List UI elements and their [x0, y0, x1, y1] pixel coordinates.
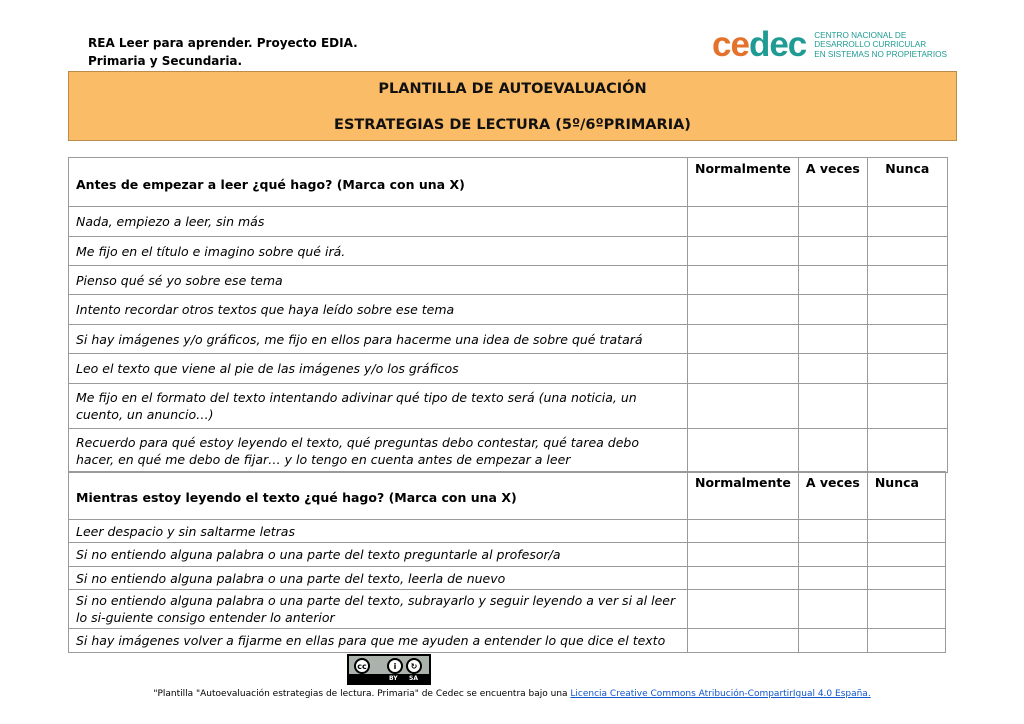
table-row [69, 237, 948, 266]
header-line-2: Primaria y Secundaria. [88, 54, 243, 68]
mark-cell-normalmente[interactable] [688, 266, 799, 295]
mark-cell-normalmente[interactable] [688, 384, 799, 429]
mark-cell-nunca[interactable] [867, 567, 945, 590]
mark-cell-a-veces[interactable] [798, 543, 867, 567]
mark-cell-a-veces[interactable] [798, 237, 867, 266]
license-text: "Plantilla "Autoevaluación estrategias de lectura. Primaria" de Cedec se encuentra bajo una [153, 689, 571, 699]
table-row [69, 629, 946, 653]
section-heading: Antes de empezar a leer ¿qué hago? (Marca con una X) [69, 158, 688, 207]
header-line-1: REA Leer para aprender. Proyecto EDIA. [88, 36, 358, 50]
mark-cell-a-veces[interactable] [798, 266, 867, 295]
mark-cell-nunca[interactable] [867, 543, 945, 567]
person-icon: i [387, 658, 403, 674]
cc-icon: cc [354, 658, 370, 674]
statement: Si hay imágenes volver a fijarme en ellas para que me ayuden a entender lo que dice el texto [69, 629, 688, 653]
mark-cell-normalmente[interactable] [688, 354, 799, 384]
table-row [69, 207, 948, 237]
mark-cell-nunca[interactable] [867, 266, 947, 295]
license-footer [0, 688, 1024, 700]
mark-cell-a-veces[interactable] [798, 325, 867, 354]
section-heading: Mientras estoy leyendo el texto ¿qué hago? (Marca con una X) [69, 472, 688, 520]
column-header-nunca: Nunca [867, 472, 945, 520]
cedec-logo-wordmark: cedec [712, 25, 807, 64]
statement: Leer despacio y sin saltarme letras [69, 520, 688, 543]
share-alike-icon: ↻ [406, 658, 422, 674]
mark-cell-a-veces[interactable] [798, 384, 867, 429]
mark-cell-normalmente[interactable] [688, 543, 799, 567]
creative-commons-badge[interactable] [347, 654, 431, 685]
column-header-a-veces: A veces [798, 472, 867, 520]
mark-cell-nunca[interactable] [867, 325, 947, 354]
table-before-reading [68, 157, 948, 473]
cc-badge-labels [349, 674, 429, 683]
statement: Pienso qué sé yo sobre ese tema [69, 266, 688, 295]
mark-cell-normalmente[interactable] [688, 590, 799, 629]
mark-cell-nunca[interactable] [867, 354, 947, 384]
table-row [69, 325, 948, 354]
statement: Si hay imágenes y/o gráficos, me fijo en ellos para hacerme una idea de sobre qué tratará [69, 325, 688, 354]
table-row [69, 520, 946, 543]
cedec-logo [712, 25, 947, 65]
mark-cell-a-veces[interactable] [798, 429, 867, 473]
statement: Intento recordar otros textos que haya leído sobre ese tema [69, 295, 688, 325]
mark-cell-normalmente[interactable] [688, 520, 799, 543]
mark-cell-nunca[interactable] [867, 207, 947, 237]
table-row [69, 429, 948, 473]
cedec-logo-subtitle: CENTRO NACIONAL DE DESARROLLO CURRICULAR EN SISTEMAS NO PROPIETARIOS [814, 30, 947, 59]
mark-cell-nunca[interactable] [867, 629, 945, 653]
page-subtitle: ESTRATEGIAS DE LECTURA (5º/6ºPRIMARIA) [334, 117, 691, 133]
table-row [69, 354, 948, 384]
mark-cell-a-veces[interactable] [798, 295, 867, 325]
table-row [69, 590, 946, 629]
mark-cell-normalmente[interactable] [688, 429, 799, 473]
by-label: BY [389, 675, 398, 682]
mark-cell-nunca[interactable] [867, 590, 945, 629]
mark-cell-nunca[interactable] [867, 429, 947, 473]
table-row [69, 543, 946, 567]
mark-cell-a-veces[interactable] [798, 590, 867, 629]
statement: Si no entiendo alguna palabra o una parte del texto, subrayarlo y seguir leyendo a ver si al leer lo si-guiente consigo entender lo anterior [69, 590, 688, 629]
column-header-nunca: Nunca [867, 158, 947, 207]
license-link[interactable]: Licencia Creative Commons Atribución-CompartirIgual 4.0 España. [570, 689, 871, 699]
mark-cell-nunca[interactable] [867, 237, 947, 266]
statement: Si no entiendo alguna palabra o una parte del texto preguntarle al profesor/a [69, 543, 688, 567]
mark-cell-a-veces[interactable] [798, 354, 867, 384]
column-header-a-veces: A veces [798, 158, 867, 207]
table-while-reading [68, 471, 946, 653]
statement: Si no entiendo alguna palabra o una parte del texto, leerla de nuevo [69, 567, 688, 590]
mark-cell-normalmente[interactable] [688, 567, 799, 590]
column-header-normalmente: Normalmente [688, 472, 799, 520]
mark-cell-normalmente[interactable] [688, 237, 799, 266]
table-row [69, 266, 948, 295]
mark-cell-nunca[interactable] [867, 520, 945, 543]
document-header [88, 34, 358, 70]
statement: Me fijo en el formato del texto intentando adivinar qué tipo de texto será (una noticia, un cuento, un anuncio…) [69, 384, 688, 429]
page-title: PLANTILLA DE AUTOEVALUACIÓN [378, 81, 647, 97]
mark-cell-nunca[interactable] [867, 384, 947, 429]
mark-cell-normalmente[interactable] [688, 207, 799, 237]
mark-cell-a-veces[interactable] [798, 629, 867, 653]
mark-cell-normalmente[interactable] [688, 295, 799, 325]
table-row [69, 567, 946, 590]
mark-cell-nunca[interactable] [867, 295, 947, 325]
table-row [69, 384, 948, 429]
mark-cell-normalmente[interactable] [688, 629, 799, 653]
statement: Recuerdo para qué estoy leyendo el texto, qué preguntas debo contestar, qué tarea debo hacer, en qué me debo de fijar… y lo tengo en cuenta antes de empezar a leer [69, 429, 688, 473]
mark-cell-a-veces[interactable] [798, 207, 867, 237]
sa-label: SA [409, 675, 418, 682]
statement: Me fijo en el título e imagino sobre qué irá. [69, 237, 688, 266]
column-header-normalmente: Normalmente [688, 158, 799, 207]
statement: Leo el texto que viene al pie de las imágenes y/o los gráficos [69, 354, 688, 384]
title-banner [68, 71, 957, 141]
mark-cell-normalmente[interactable] [688, 325, 799, 354]
mark-cell-a-veces[interactable] [798, 567, 867, 590]
table-row [69, 295, 948, 325]
mark-cell-a-veces[interactable] [798, 520, 867, 543]
statement: Nada, empiezo a leer, sin más [69, 207, 688, 237]
